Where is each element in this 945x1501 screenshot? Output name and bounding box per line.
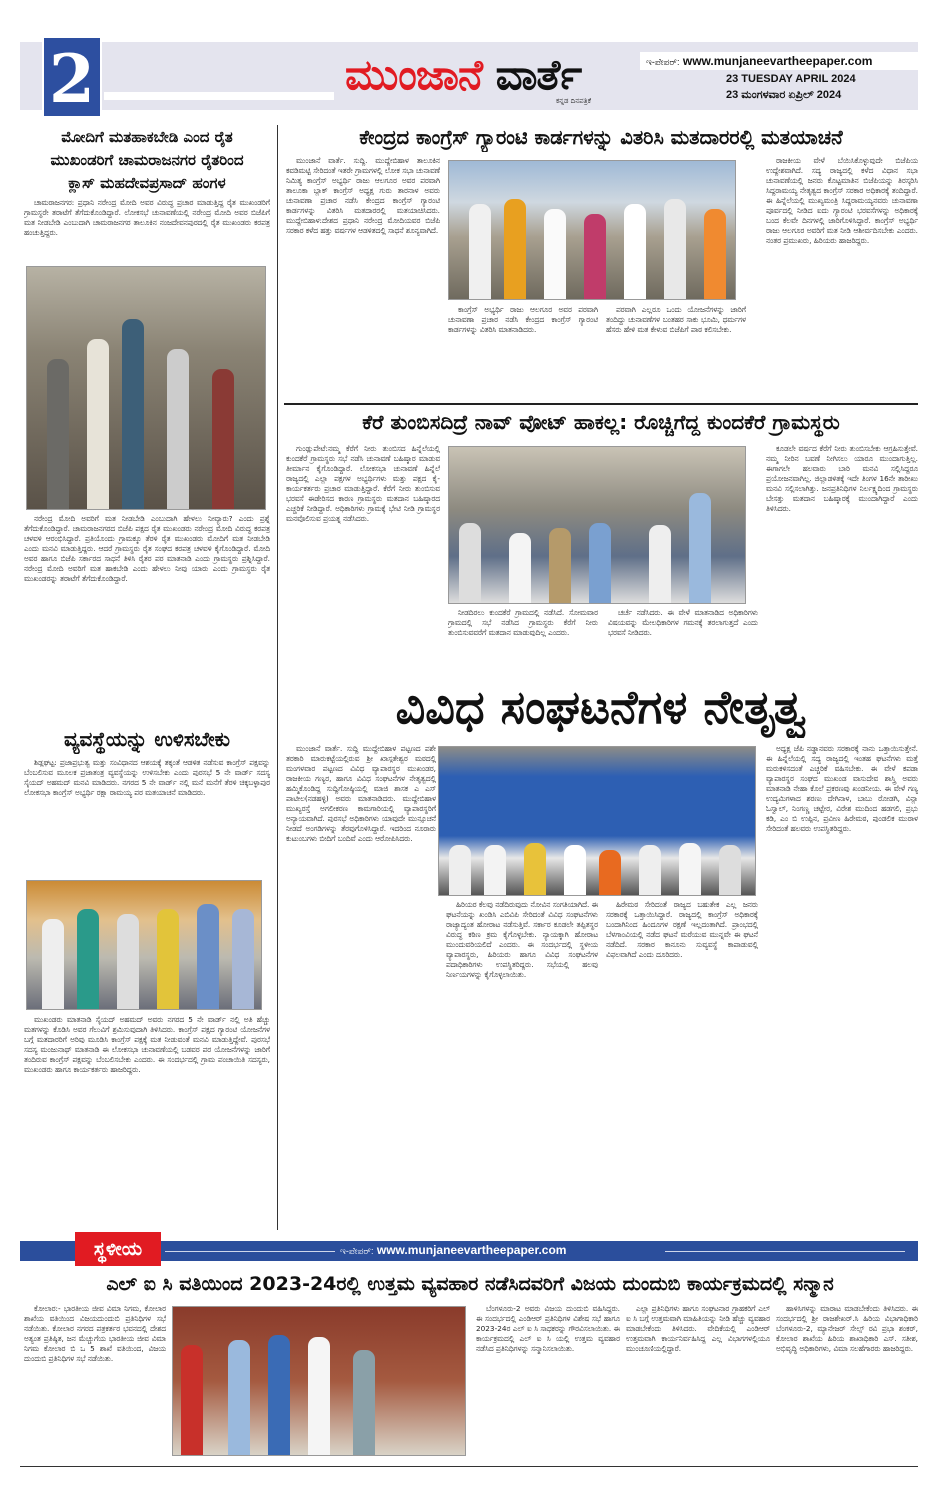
article-guarantee-body-1 <box>286 156 440 392</box>
paragraph: ಚರ್ಚೆ ನಡೆಸಿದರು. ಈ ವೇಳೆ ಮಾತನಾಡಿದ ಅಧಿಕಾರಿಗಳು ವಿಷಯವನ್ನು ಮೇಲಧಿಕಾರಿಗಳ ಗಮನಕ್ಕೆ ತರಲಾಗುತ್ತದೆ ಎಂದು ಭರವಸೆ ನೀಡಿದರು. <box>608 608 758 637</box>
paragraph: ಮುಂಜಾನೆ ವಾರ್ತೆ. ಸುದ್ದಿ ಮುದ್ದೇಬಿಹಾಳ ಪಟ್ಟಣದ ಪಶೇ ತರಕಾರಿ ಮಾರುಕಟ್ಟೆಯಲ್ಲಿರುವ ಶ್ರೀ ಖಾಸ್ಗತೇಶ್ವರ ಮಠದಲ್ಲಿ ಮಂಗಳವಾರ ಪಟ್ಟಣದ ವಿವಿಧ ವ್ಯಾಪಾರಸ್ಥರ ಮುಖಂಡರ, ರಾಜಕೀಯ ಗಣ್ಯರ, ಹಾಗೂ ವಿವಿಧ ಸಂಘಟನೆಗಳ ನೇತೃತ್ವದಲ್ಲಿ ಹಮ್ಮಿಕೊಂಡಿದ್ದ ಸುದ್ದಿಗೋಷ್ಠಿಯಲ್ಲಿ ಮಾಜಿ ಶಾಸಕ ಎ ಎಸ್ ಪಾಟೀಲ(ನಡಹಳ್ಳಿ) ಅವರು ಮಾತನಾಡಿದರು. ಮುದ್ದೇಬಿಹಾಳ ಮುಖ್ಯರಸ್ತೆ ಅಗಲೀಕರಣ ಕಾಮಗಾರಿಯಲ್ಲಿ ವ್ಯಾಪಾರಸ್ಥರಿಗೆ ಅನ್ಯಾಯವಾಗಿದೆ. ಪುರಸಭೆ ಅಧಿಕಾರಿಗಳು ಯಾವುದೇ ಮುನ್ಸೂಚನೆ ನೀಡದೆ ಅಂಗಡಿಗಳನ್ನು ತೆರವುಗೊಳಿಸಿದ್ದಾರೆ. ಇದರಿಂದ ನೂರಾರು ಕುಟುಂಬಗಳು ಬೀದಿಗೆ ಬಂದಿವೆ ಎಂದು ಆರೋಪಿಸಿದರು. <box>286 744 436 843</box>
article-modi-body-1 <box>24 198 270 262</box>
article-vyavasthe-body-2 <box>24 1015 270 1227</box>
logo-part-2: ವಾರ್ತೆ <box>495 50 582 99</box>
paragraph: ಪರವಾಗಿ ಎಲ್ಲರೂ ಒಂದು ಯೋಜನೆಗಳನ್ನು ಜಾರಿಗೆ ತಂದಿದ್ದು ಚುನಾವಣೆಗಳ ಬಂತಹರ ಸಾಕು ಭೂಮಿ, ಧರ್ಮಗಳ ಹೆಸರು ಹೇಳಿ ಮತ ಕೇಳುವ ಬಿಜೆಪಿಗೆ ಪಾಠ ಕಲಿಸಬೇಕು. <box>606 305 746 334</box>
article-modi-body-2 <box>24 514 270 712</box>
epaper-url: www.munjaneevartheepaper.com <box>376 1243 567 1257</box>
epaper-label: ಇ-ಪೇಪರ್: <box>646 57 680 67</box>
article-kere-body-1 <box>286 444 440 680</box>
paragraph: ಅಧ್ಯಕ್ಷ ಜೆಪಿ ನಡ್ಡಾನವರು ಸರಕಾರಕ್ಕೆ ನಾನು ಒತ್ತಾಯಿಸುತ್ತೇನೆ. ಈ ಹಿನ್ನೆಲೆಯಲ್ಲಿ ಸದ್ಯ ರಾಜ್ಯದಲ್ಲಿ ಇಂತಹ ಘಟನೆಗಳು ಮತ್ತೆ ಮರುಕಳಿಸದಂತೆ ಎಚ್ಚರಿಕೆ ವಹಿಸಬೇಕು. ಈ ವೇಳೆ ಕಪಡಾ ವ್ಯಾಪಾರಸ್ಥರ ಸಂಘದ ಮುಖಂಡ ವಾಸುದೇವ ಶಾಸ್ತ್ರಿ ಅವರು ಮಾತನಾಡಿ ನೇಹಾ ಕೊಲೆ ಪ್ರಕರಣವು ಖಂಡನೀಯ. ಈ ವೇಳೆ ಗಣ್ಯ ಉದ್ಯಮಿಗಳಾದ ಶರಣು ದೇಗಿನಾಳ, ಬಾಬು ರೋಡಗಿ, ವಿನ್ಲಾ ಓಸ್ವಾಲ್, ನಿಂಗಣ್ಣ ಚಟ್ಟೇರ, ವಿರೇಶ ಮುದಿಂದ ಹಡಗಲಿ, ಪ್ರಭು ಕಡಿ, ಎಂ ಬಿ ಉಪ್ಪಿನ, ಪ್ರವೀಣ ಹಿರೇಮಠ, ಪುಂಡಲಿಕ ಮುರಾಳ ಸೇರಿದಂತೆ ಹಲವರು ಉಪಸ್ಥಿತರಿದ್ದರು. <box>766 744 918 833</box>
paragraph: ಬೆಂಗಳೂರು-2 ಅವರು ವಿಜಯ ದುಂದುಬಿ ವಹಿಸಿದ್ದರು. ಈ ಸಂದರ್ಭದಲ್ಲಿ ಎಂಡಿಆರ್ ಪ್ರತಿನಿಧಿಗಳ ವಿಶೇಷ ಸಭೆ ಹಾಗೂ 2023-24ರ ಎಲ್ ಐ ಸಿ ಸಾಧಕರನ್ನು ಗೌರವಿಸಲಾಯಿತು. ಈ ಕಾರ್ಯಕ್ರಮದಲ್ಲಿ ಎಲ್ ಐ ಸಿ ಯಲ್ಲಿ ಉತ್ತಮ ವ್ಯವಹಾರ ನಡೆಸಿದ ಪ್ರತಿನಿಧಿಗಳನ್ನು ಸನ್ಮಾನಿಸಲಾಯಿತು. <box>476 1304 620 1353</box>
article-guarantee-photo <box>448 160 736 300</box>
paragraph: ಕಾಂಗ್ರೆಸ್ ಅಭ್ಯರ್ಥಿ ರಾಜು ಆಲಗೂರ ಅವರ ಪರವಾಗಿ ಚುನಾವಣಾ ಪ್ರಚಾರ ನಡೆಸಿ ಕೇಂದ್ರದ ಕಾಂಗ್ರೆಸ್ ಗ್ಯಾರಂಟಿ ಕಾರ್ಡಗಳನ್ನು ವಿತರಿಸಿ ಮಾತನಾಡಿದರು. <box>448 305 598 334</box>
article-modi-photo <box>26 266 266 510</box>
article-sanghatane-body-4 <box>766 744 918 1228</box>
article-sanghatane-body-3 <box>606 900 758 1228</box>
epaper-url: www.munjaneevartheepaper.com <box>682 54 873 68</box>
logo-part-1: ಮುಂಜಾನೆ <box>345 50 482 99</box>
article-sanghatane-photo <box>438 746 756 896</box>
paragraph: ಮುಂಜಾನೆ ವಾರ್ತೆ. ಸುದ್ದಿ. ಮುದ್ದೇಬಿಹಾಳ ತಾಲೂಕಿನ ಕವಡಿಮಟ್ಟಿ ಸೇರಿದಂತೆ ಇತರೇ ಗ್ರಾಮಗಳಲ್ಲಿ ಲೋಕ ಸಭಾ ಚುನಾವಣೆ ನಿಮಿತ್ಯ ಕಾಂಗ್ರೆಸ್ ಅಭ್ಯರ್ಥಿ ರಾಜು ಆಲಗೂರ ಅವರ ಪರವಾಗಿ ತಾಲೂಕಾ ಬ್ಲಾಕ್ ಕಾಂಗ್ರೆಸ್ ಅಧ್ಯಕ್ಷ ಗುರು ತಾರನಾಳ ಅವರು ಚುನಾವಣಾ ಪ್ರಚಾರ ನಡೆಸಿ ಕೇಂದ್ರದ ಕಾಂಗ್ರೆಸ್ ಗ್ಯಾರಂಟಿ ಕಾರ್ಡಗಳನ್ನು ವಿತರಿಸಿ ಮತದಾರರಲ್ಲಿ ಮತಯಾಚಿಸಿದರು. ಮುದ್ದೇಬಿಹಾಳ:ದೇಶದ ಪ್ರಧಾನಿ ನರೇಂದ್ರ ಮೋದಿಯವರ ಬಿಜೆಪಿ ಸರಕಾರ ಕಳೆದ ಹತ್ತು ವರ್ಷಗಳ ಆಡಳಿತದಲ್ಲಿ ಸಾಧನೆ ಶೂನ್ಯವಾಗಿದೆ. <box>286 156 440 235</box>
article-kere-photo <box>448 446 746 604</box>
headline-line: ಕ್ಲಾಸ್ ಮಹದೇವಪ್ರಸಾದ್ ಹಂಗಳ <box>68 174 226 192</box>
paragraph: ಗುಂಡ್ಲುಪೇಟೆ:ನಮ್ಮ ಕೆರೆಗೆ ನೀರು ತುಂಬಿಸದ ಹಿನ್ನೆಲೆಯಲ್ಲಿ ಕುಂದಕೆರೆ ಗ್ರಾಮಸ್ಥರು ಸಭೆ ನಡೆಸಿ ಚುನಾವಣೆ ಬಹಿಷ್ಕಾರ ಮಾಡುವ ತೀರ್ಮಾನ ಕೈಗೊಂಡಿದ್ದಾರೆ. ಲೋಕಸಭಾ ಚುನಾವಣೆ ಹಿನ್ನೆಲೆ ರಾಜ್ಯದಲ್ಲಿ ಎಲ್ಲಾ ಪಕ್ಷಗಳ ಅಭ್ಯರ್ಥಿಗಳು ಮತ್ತು ಪಕ್ಷದ ಕೈ-ಕಾರ್ಯಕರ್ತರು ಪ್ರಚಾರ ಮಾಡುತ್ತಿದ್ದಾರೆ. ಕೆರೆಗೆ ನೀರು ತುಂಬಿಸುವ ಭರವಸೆ ಈಡೇರಿಸದ ಕಾರಣ ಗ್ರಾಮಸ್ಥರು ಮತದಾನ ಬಹಿಷ್ಕಾರದ ಎಚ್ಚರಿಕೆ ನೀಡಿದ್ದಾರೆ. ಅಧಿಕಾರಿಗಳು ಗ್ರಾಮಕ್ಕೆ ಭೇಟಿ ನೀಡಿ ಗ್ರಾಮಸ್ಥರ ಮನವೊಲಿಸುವ ಪ್ರಯತ್ನ ನಡೆಸಿದರು. <box>286 444 440 523</box>
section-divider <box>284 403 918 405</box>
article-sanghatane-body-1 <box>286 744 436 1228</box>
article-vyavasthe-photo <box>26 880 262 1010</box>
article-sanghatane-headline: ವಿವಿಧ ಸಂಘಟನೆಗಳ ನೇತೃತ್ವ <box>395 680 807 734</box>
paragraph: ಹಾಳಿಸಿಗಳನ್ನು ಮಾರಾಟ ಮಾಡಬೇಕೆಂದು ತಿಳಿಸಿದರು. ಈ ಸಂದರ್ಭದಲ್ಲಿ ಶ್ರೀ ರಾಜಶೇಖರ್.ಸಿ ಹಿರಿಯ ವಿಭಾಗಾಧಿಕಾರಿ ಬೆಂಗಳೂರು-2, ಮ್ಯಾನೇಜರ್ ಸೇಲ್ಸ್ ರವಿ ಪ್ರಭಾ ಶಂಕರ್, ಕೋಲಾರ ಶಾಖೆಯ ಹಿರಿಯ ಶಾಖಾಧಿಕಾರಿ ಎಸ್. ಸತೀಶ, ಅಭಿವೃದ್ಧಿ ಅಧಿಕಾರಿಗಳು, ವಿಮಾ ಸಲಹೆಗಾರರು ಹಾಜರಿದ್ದರು. <box>776 1304 918 1353</box>
article-kere-body-2 <box>448 608 598 680</box>
date-english: 23 TUESDAY APRIL 2024 <box>726 73 856 85</box>
section-label-local: ಸ್ಥಳೀಯ <box>75 1232 161 1266</box>
band-epaper-link[interactable] <box>340 1243 566 1257</box>
headline-line: ಮುಖಂಡರಿಗೆ ಚಾಮರಾಜನಗರ ರೈತರಿಂದ <box>50 151 244 169</box>
article-kere-headline: ಕೆರೆ ತುಂಬಿಸದಿದ್ರೆ ನಾವ್ ವೋಟ್ ಹಾಕಲ್ಲ: ರೊಚ್ಚಿಗೆದ್ದ ಕುಂದಕೆರೆ ಗ್ರಾಮಸ್ಥರು <box>362 410 840 434</box>
article-lic-body-4 <box>776 1304 918 1462</box>
article-lic-body-1 <box>24 1304 166 1462</box>
article-modi-headline <box>22 126 272 195</box>
article-vyavasthe-headline: ವ್ಯವಸ್ಥೆಯನ್ನು ಉಳಿಸಬೇಕು <box>63 727 231 751</box>
article-guarantee-body-4 <box>766 156 918 392</box>
masthead-strip <box>104 92 334 100</box>
article-guarantee-body-2 <box>448 305 598 391</box>
band-line <box>165 1251 335 1252</box>
newspaper-logo <box>345 50 581 100</box>
article-kere-body-4 <box>766 444 918 680</box>
paragraph: ಶಿಡ್ಲಘಟ್ಟ: ಪ್ರಜಾಪ್ರಭುತ್ವ ಮತ್ತು ಸಂವಿಧಾನದ ಆಶಯಕ್ಕೆ ತಕ್ಕಂತೆ ಆಡಳಿತ ನಡೆಸುವ ಕಾಂಗ್ರೆಸ್ ಪಕ್ಷವನ್ನು ಬೆಂಬಲಿಸುವ ಮೂಲಕ ಪ್ರಜಾತಂತ್ರ ವ್ಯವಸ್ಥೆಯನ್ನು ಉಳಿಸಬೇಕು ಎಂದು ಪುರಸಭೆ 5 ನೇ ವಾರ್ಡ್ ಸದಸ್ಯ ಸೈಯದ್ ಅಹಮದ್ ಮನವಿ ಮಾಡಿದರು. ನಗರದ 5 ನೇ ವಾರ್ಡ್ ನಲ್ಲಿ ಮನೆ ಮನೆಗೆ ತೆರಳಿ ಚಿಕ್ಕಬಳ್ಳಾಪುರ ಲೋಕಸಭಾ ಕಾಂಗ್ರೆಸ್ ಅಭ್ಯರ್ಥಿ ರಕ್ಷಾ ರಾಮಯ್ಯ ಪರ ಮತಯಾಚನೆ ಮಾಡಿದರು. <box>24 758 270 797</box>
epaper-link[interactable] <box>646 54 872 68</box>
article-lic-body-3 <box>626 1304 770 1462</box>
article-guarantee-body-3 <box>606 305 746 391</box>
logo-subtitle: ಕನ್ನಡ ದಿನಪತ್ರಿಕೆ <box>556 97 592 105</box>
paragraph: ಕೂಡಲೇ ವರ್ಷದ ಕೆರೆಗೆ ನೀರು ತುಂಬಿಸಬೇಕು ಆಗ್ರಹಿಸುತ್ತೇವೆ. ನಮ್ಮ ನೀರಿನ ಬವಣೆ ನೀಗಿಸಲು ಯಾರೂ ಮುಂದಾಗುತ್ತಿಲ್ಲ. ಈಗಾಗಲೇ ಹಲವಾರು ಬಾರಿ ಮನವಿ ಸಲ್ಲಿಸಿದ್ದರೂ ಪ್ರಯೋಜನವಾಗಿಲ್ಲ. ಜಿಲ್ಲಾಡಳಿತಕ್ಕೆ ಇದೇ ತಿಂಗಳ 16ನೇ ತಾರೀಖು ಮನವಿ ಸಲ್ಲಿಸಲಾಗಿತ್ತು. ಜನಪ್ರತಿನಿಧಿಗಳ ನಿರ್ಲಕ್ಷ್ಯದಿಂದ ಗ್ರಾಮಸ್ಥರು ಬೇಸತ್ತು ಮತದಾನ ಬಹಿಷ್ಕಾರಕ್ಕೆ ಮುಂದಾಗಿದ್ದಾರೆ ಎಂದು ತಿಳಿಸಿದರು. <box>766 444 918 513</box>
page-number: 2 <box>42 36 102 118</box>
article-lic-headline: ಎಲ್ ಐ ಸಿ ವತಿಯಿಂದ 2023-24ರಲ್ಲಿ ಉತ್ತಮ ವ್ಯವಹಾರ ನಡೆಸಿದವರಿಗೆ ವಿಜಯ ದುಂದುಬಿ ಕಾರ್ಯಕ್ರಮದಲ್ಲಿ ಸನ್ಮಾನ <box>106 1273 834 1295</box>
paragraph: ಕೋಲಾರ:- ಭಾರತೀಯ ಜೀವ ವಿಮಾ ನಿಗಮ, ಕೋಲಾರ ಶಾಖೆಯ ವತಿಯಿಂದ ವಿಜಯದುಂದುಬಿ ಪ್ರತಿನಿಧಿಗಳ ಸಭೆ ನಡೆಯಿತು. ಕೋಲಾರ ನಗರದ ಪತ್ರಕರ್ತರ ಭವನದಲ್ಲಿ ದೇಶದ ಅತ್ಯಂತ ಪ್ರತಿಷ್ಠಿತ, ಜನ ಮೆಚ್ಚುಗೆಯ ಭಾರತೀಯ ಜೀವ ವಿಮಾ ನಿಗಮ ಕೋಲಾರ ಬಿ ಒ 5 ಶಾಖೆ ವತಿಯಿಂದ, ವಿಜಯ ದುಂದುಬಿ ಪ್ರತಿನಿಧಿಗಳ ಸಭೆ ನಡೆಯಿತು. <box>24 1304 166 1363</box>
headline-line: ಮೋದಿಗೆ ಮತಹಾಕಬೇಡಿ ಎಂದ ರೈತ <box>61 128 233 146</box>
article-sanghatane-body-2 <box>446 900 598 1228</box>
paragraph: ಹಿರಿಯರ ಕೆಲವು ನಡೆದಿರುವುದು ನೋವಿನ ಸಂಗತಿಯಾಗಿದೆ. ಈ ಘಟನೆಯನ್ನು ಖಂಡಿಸಿ ಎಬಿವಿಪಿ ಸೇರಿದಂತೆ ವಿವಿಧ ಸಂಘಟನೆಗಳು ರಾಜ್ಯಾದ್ಯಂತ ಹೋರಾಟ ನಡೆಸುತ್ತಿವೆ. ಸರ್ಕಾರ ಕೂಡಲೇ ತಪ್ಪಿತಸ್ಥರ ವಿರುದ್ಧ ಕಠಿಣ ಕ್ರಮ ಕೈಗೊಳ್ಳಬೇಕು. ನ್ಯಾಯಕ್ಕಾಗಿ ಹೋರಾಟ ಮುಂದುವರಿಯಲಿದೆ ಎಂದರು. ಈ ಸಂದರ್ಭದಲ್ಲಿ ಸ್ಥಳೀಯ ವ್ಯಾಪಾರಸ್ಥರು, ಹಿರಿಯರು ಹಾಗೂ ವಿವಿಧ ಸಂಘಟನೆಗಳ ಪದಾಧಿಕಾರಿಗಳು ಉಪಸ್ಥಿತರಿದ್ದರು. ಸಭೆಯಲ್ಲಿ ಹಲವು ನಿರ್ಣಯಗಳನ್ನು ಕೈಗೊಳ್ಳಲಾಯಿತು. <box>446 900 598 979</box>
paragraph: ಎಲ್ಲಾ ಪ್ರತಿನಿಧಿಗಳು ಹಾಗೂ ಸಂಘಟನಾರ ಗ್ರಾಹಕರಿಗೆ ಎಲ್ ಐ ಸಿ ಬಗ್ಗೆ ಉತ್ತಮವಾಗಿ ಮಾಹಿತಿಯನ್ನು ನೀಡಿ ಹೆಚ್ಚು ವ್ಯವಹಾರ ಮಾಡಬೇಕೆಂದು ತಿಳಿಸಿದರು. ವೇದಿಕೆಯಲ್ಲಿ ಎಂಡಿಆರ್ ಉತ್ತಮವಾಗಿ ಕಾರ್ಯನಿರ್ವಹಿಸಿದ್ದ ಎಲ್ಲ ವಿಭಾಗಗಳಲ್ಲಿಯೂ ಮುಂಚೂಣಿಯಲ್ಲಿದ್ದಾರೆ. <box>626 1304 770 1353</box>
article-guarantee-headline: ಕೇಂದ್ರದ ಕಾಂಗ್ರೆಸ್ ಗ್ಯಾರಂಟಿ ಕಾರ್ಡಗಳನ್ನು ವಿತರಿಸಿ ಮತದಾರರಲ್ಲಿ ಮತಯಾಚನೆ <box>359 126 843 149</box>
epaper-label: ಇ-ಪೇಪರ್: <box>340 1246 374 1256</box>
band-line <box>665 1251 905 1252</box>
paragraph: ನರೇಂದ್ರ ಮೋದಿ ಅವರಿಗೆ ಮತ ನೀಡಬೇಡಿ ಎಂಬುದಾಗಿ ಹೇಳಲು ನೀವ್ಯಾರು? ಎಂದು ಪ್ರಶ್ನೆ ತೆಗೆದುಕೊಂಡಿದ್ದಾರೆ. ಚಾಮರಾಜನಗರದ ಬಿಜೆಪಿ ಪಕ್ಷದ ರೈತ ಮುಖಂಡರು ನರೇಂದ್ರ ಮೋದಿ ವಿರುದ್ಧ ಕರಪತ್ರ ಚಳವಳಿ ಆರಂಭಿಸಿದ್ದಾರೆ. ಪ್ರತಿಯೊಂದು ಗ್ರಾಮಕ್ಕೂ ತೆರಳಿ ರೈತ ಮುಖಂಡರು ಮೋದಿಗೆ ಮತ ನೀಡಬೇಡಿ ಎಂದು ಮನವಿ ಮಾಡುತ್ತಿದ್ದರು. ಆದರೆ ಗ್ರಾಮಸ್ಥರು ರೈತ ಸಂಘದ ಕರಪತ್ರ ಚಳವಳಿ ಕೈಗೊಂಡಿದ್ದಾರೆ. ಮೋದಿ ಅವರ ಹಾಗೂ ಬಿಜೆಪಿ ಸರ್ಕಾರದ ಸಾಧನೆ ತಿಳಿಸಿ ರೈತರ ಪರ ಮಾತನಾಡಿ ಎಂದು ಗ್ರಾಮಸ್ಥರು ಪ್ರಶ್ನಿಸಿದ್ದಾರೆ. ನರೇಂದ್ರ ಮೋದಿ ಅವರಿಗೆ ಮತ ಹಾಕಬೇಡಿ ಎಂದು ಹೇಳಲು ನೀವು ಯಾರು ಎಂದು ಗ್ರಾಮಸ್ಥರು ರೈತ ಮುಖಂಡರನ್ನು ತರಾಟೆಗೆ ತೆಗೆದುಕೊಂಡಿದ್ದಾರೆ. <box>24 514 270 583</box>
article-lic-photo <box>172 1306 466 1456</box>
article-kere-body-3 <box>608 608 758 680</box>
paragraph: ಚಾಮರಾಜನಗರ: ಪ್ರಧಾನಿ ನರೇಂದ್ರ ಮೋದಿ ಅವರ ವಿರುದ್ಧ ಪ್ರಚಾರ ಮಾಡುತ್ತಿದ್ದ ರೈತ ಮುಖಂಡರಿಗೆ ಗ್ರಾಮಸ್ಥರೇ ತರಾಟೆಗೆ ತೆಗೆದುಕೊಂಡಿದ್ದಾರೆ. ಲೋಕಸಭೆ ಚುನಾವಣೆಯಲ್ಲಿ ನರೇಂದ್ರ ಮೋದಿ ಅವರ ಬಿಜೆಪಿಗೆ ಮತ ನೀಡಬೇಡಿ ಎಂಬುದಾಗಿ ಚಾಮರಾಜನಗರ ತಾಲೂಕಿನ ನಂಜದೇವನಪುರದಲ್ಲಿ ರೈತ ಮುಖಂಡರು ಕರಪತ್ರ ಹಂಚುತ್ತಿದ್ದರು. <box>24 198 270 237</box>
article-lic-body-2 <box>476 1304 620 1462</box>
date-kannada: 23 ಮಂಗಳವಾರ ಏಪ್ರಿಲ್ 2024 <box>726 89 842 101</box>
paragraph: ಮುಖಂಡರು ಮಾತನಾಡಿ ಸೈಯದ್ ಅಹಮದ್ ಅವರು ನಗರದ 5 ನೇ ವಾರ್ಡ್ ನಲ್ಲಿ ಅತಿ ಹೆಚ್ಚು ಮತಗಳನ್ನು ಕೊಡಿಸಿ ಅವರ ಗೆಲುವಿಗೆ ಶ್ರಮಿಸುವುದಾಗಿ ತಿಳಿಸಿದರು. ಕಾಂಗ್ರೆಸ್ ಪಕ್ಷದ ಗ್ಯಾರಂಟಿ ಯೋಜನೆಗಳ ಬಗ್ಗೆ ಮತದಾರರಿಗೆ ಅರಿವು ಮೂಡಿಸಿ ಕಾಂಗ್ರೆಸ್ ಪಕ್ಷಕ್ಕೆ ಮತ ನೀಡುವಂತೆ ಮನವಿ ಮಾಡುತ್ತಿದ್ದೇವೆ. ಪುರಸಭೆ ಸದಸ್ಯ ಮಂಜುನಾಥ್ ಮಾತನಾಡಿ ಈ ಲೋಕಸಭಾ ಚುನಾವಣೆಯಲ್ಲಿ ಬಡವರ ಪರ ಯೋಜನೆಗಳನ್ನು ಜಾರಿಗೆ ತಂದಿರುವ ಕಾಂಗ್ರೆಸ್ ಪಕ್ಷವನ್ನು ಬೆಂಬಲಿಸಬೇಕು ಎಂದರು. ಈ ಸಂದರ್ಭದಲ್ಲಿ ಗ್ರಾಮ ಪಂಚಾಯಿತಿ ಸದಸ್ಯರು, ಮುಖಂಡರು ಹಾಗೂ ಕಾರ್ಯಕರ್ತರು ಹಾಜರಿದ್ದರು. <box>24 1015 270 1074</box>
article-vyavasthe-body-1 <box>24 758 270 876</box>
column-divider <box>277 125 278 1230</box>
page-bottom-rule <box>20 1466 918 1467</box>
paragraph: ರಾಜಕೀಯ ವೇಳೆ ಬೆಯಿಸಿಕೊಳ್ಳುವುದೇ ಬಿಜೆಪಿಯ ಉದ್ದೇಶವಾಗಿದೆ. ಸದ್ಯ ರಾಜ್ಯದಲ್ಲಿ ಕಳೆದ ವಿಧಾನ ಸಭಾ ಚುನಾವಣೆಯಲ್ಲಿ ಜನರು ಕೊಟ್ಟಮಾತಿನ ಬಿಜೆಪಿಯನ್ನು ತಿರಸ್ಕರಿಸಿ ಸಿದ್ದರಾಮಯ್ಯ ನೇತೃತ್ವದ ಕಾಂಗ್ರೆಸ್ ಸರಕಾರ ಅಧಿಕಾರಕ್ಕೆ ತಂದಿದ್ದಾರೆ. ಈ ಹಿನ್ನೆಲೆಯಲ್ಲಿ ಮುಖ್ಯಮಂತ್ರಿ ಸಿದ್ದರಾಮಯ್ಯನವರು ಚುನಾವಣಾ ಪೂರ್ವದಲ್ಲಿ ನೀಡಿದ ಐದು ಗ್ಯಾರಂಟಿ ಭರವಸೆಗಳನ್ನು ಅಧಿಕಾರಕ್ಕೆ ಬಂದ ಕೆಲವೇ ದಿನಗಳಲ್ಲಿ ಜಾರಿಗೊಳಿಸಿದ್ದಾರೆ. ಕಾಂಗ್ರೆಸ್ ಅಭ್ಯರ್ಥಿ ರಾಜು ಆಲಗೂರ ಅವರಿಗೆ ಮತ ನೀಡಿ ಆಶೀರ್ವದಿಸಬೇಕು ಎಂದರು. ನಂತರ ಪ್ರಮುಖರು, ಹಿರಿಯರು ಹಾಜರಿದ್ದರು. <box>766 156 918 245</box>
paragraph: ಹಿರೇಮಠ ಸೇರಿದಂತೆ ರಾಜ್ಯದ ಬಹುತೇಕ ಎಲ್ಲ ಜನರು ಸರಕಾರಕ್ಕೆ ಒತ್ತಾಯಿಸಿದ್ದಾರೆ. ರಾಜ್ಯದಲ್ಲಿ ಕಾಂಗ್ರೆಸ್ ಅಧಿಕಾರಕ್ಕೆ ಬಂದಾಗಿನಿಂದ ಹಿಂದೂಗಳ ರಕ್ಷಣೆ ಇಲ್ಲದಂತಾಗಿದೆ. ಪ್ರಾಂಭದಲ್ಲಿ ಬೆಳಗಾಂವಿಯಲ್ಲಿ ನಡೆದ ಘಟನೆ ಮರೆಯುವ ಮುನ್ನವೇ ಈ ಘಟನೆ ನಡೆದಿದೆ. ಸರಕಾರ ಕಾನೂನು ಸುವ್ಯವಸ್ಥೆ ಕಾಪಾಡುವಲ್ಲಿ ವಿಫಲವಾಗಿದೆ ಎಂದು ದೂರಿದರು. <box>606 900 758 959</box>
paragraph: ನೀಡದಿರಲು ಕುಂದಕೆರೆ ಗ್ರಾಮದಲ್ಲಿ ನಡೆಸಿದೆ. ಸೋಮವಾರ ಗ್ರಾಮದಲ್ಲಿ ಸಭೆ ನಡೆಸಿದ ಗ್ರಾಮಸ್ಥರು ಕೆರೆಗೆ ನೀರು ತುಂಬಿಸುವವರೆಗೆ ಮತದಾನ ಮಾಡುವುದಿಲ್ಲ ಎಂದರು. <box>448 608 598 637</box>
